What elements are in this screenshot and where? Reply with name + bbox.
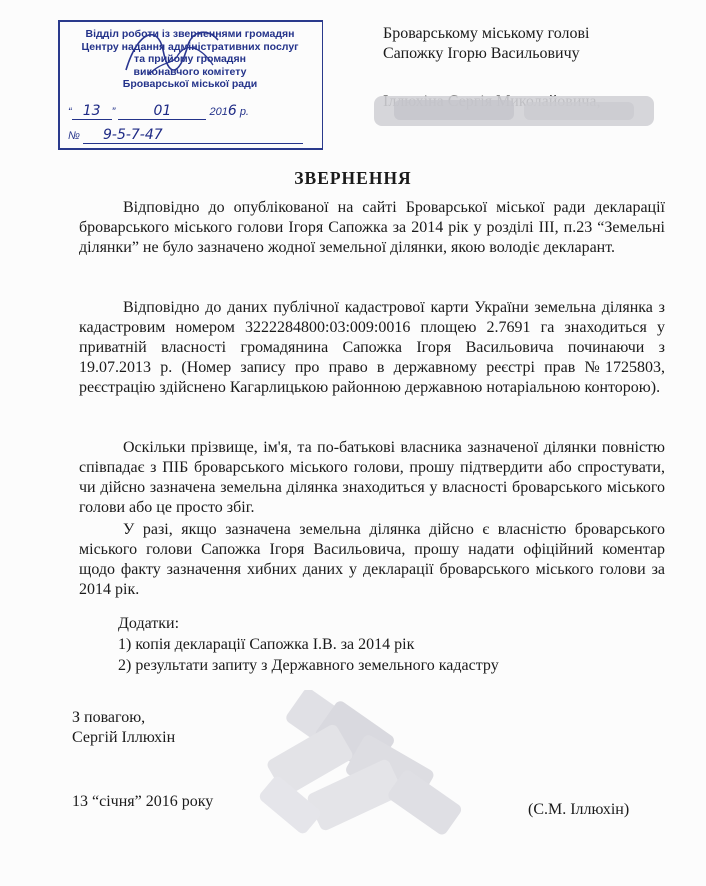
- stamp-header-line: та прийому громадян: [134, 53, 246, 65]
- stamp-header-line: Броварської міської ради: [122, 78, 258, 90]
- stamp-header-line: Центру надання адміністративних послуг: [81, 40, 299, 53]
- body-paragraph: [79, 198, 665, 258]
- addressee-line: Сапожку Ігорю Васильовичу: [383, 45, 580, 62]
- stamp-number-value: 9-5-7-47: [83, 127, 303, 144]
- stamp-date-year-prefix: 201: [209, 106, 228, 118]
- paragraph-text: У разі, якщо зазначена земельна ділянка дійсно є власністю броварського міського голови Сапожка Ігоря Васильовича, прошу надати офіційний коментар щодо факту зазначення хибних даних у декларації броварського міського голови за 2014 рік.: [79, 521, 665, 598]
- stamp-date-month: 01: [118, 103, 206, 120]
- redacted-signature: [250, 690, 490, 840]
- document-title: ЗВЕРНЕННЯ: [294, 168, 412, 188]
- body-paragraph: [79, 298, 665, 398]
- signature-name: (С.М. Іллюхін): [528, 801, 630, 818]
- stamp-header-line: виконавчого комітету: [133, 65, 247, 78]
- addressee-line: Броварському міському голові: [383, 25, 590, 42]
- body-paragraph: [79, 438, 665, 518]
- closing-regards: З повагою,: [72, 709, 146, 726]
- paragraph-text: Відповідно до даних публічної кадастрової карти України земельна ділянка з кадастровим номером 3222284800:03:009:0016 площею 2.7691 га знаходиться у приватній власності громадянина Сапожка Ігоря Васильовича починаючи з 19.07.2013 р. (Номер запису про право в державному реєстрі прав №1725803, реєстрацію здійснено Кагарлицькою районною державною нотаріальною конторою).: [79, 299, 665, 396]
- handwritten-resolution-scribble: [118, 20, 228, 90]
- stamp-date-suffix: р.: [239, 106, 249, 118]
- stamp-number-label: №: [68, 130, 80, 142]
- paragraph-text: Оскільки прізвище, ім'я, та по-батькові власника зазначеної ділянки повністю співпадає з ПІБ броварського міського голови, прошу підтвердити або спростувати, чи дійсно зазначена земельна ділянка знаходиться у власності броварського міського голови або це просто збіг.: [79, 439, 665, 516]
- document-date: 13 “січня” 2016 року: [72, 793, 214, 810]
- stamp-header-line: Відділ роботи із зверненнями громадян: [85, 28, 295, 40]
- closing-name: Сергій Іллюхін: [72, 729, 176, 746]
- attachment-item: 1) копія декларації Сапожка І.В. за 2014 рік: [118, 636, 415, 653]
- body-paragraph: [79, 520, 665, 600]
- redacted-address: [374, 92, 664, 132]
- stamp-date-row: “ 13 ” 01 2016 р.: [68, 103, 249, 119]
- paragraph-text: Відповідно до опублікованої на сайті Броварської міської ради декларації броварського міського голови Ігоря Сапожка за 2014 рік у розділі ІІІ, п.23 “Земельні ділянки” не було зазначено жодної земельної ділянки, якою володіє декларант.: [79, 199, 665, 256]
- attachment-item: 2) результати запиту з Державного земельного кадастру: [118, 657, 499, 674]
- stamp-number-row: [68, 127, 314, 144]
- attachments-heading: Додатки:: [118, 615, 180, 632]
- stamp-date-day: 13: [72, 103, 112, 120]
- stamp-date-year-digit: 6: [227, 103, 237, 119]
